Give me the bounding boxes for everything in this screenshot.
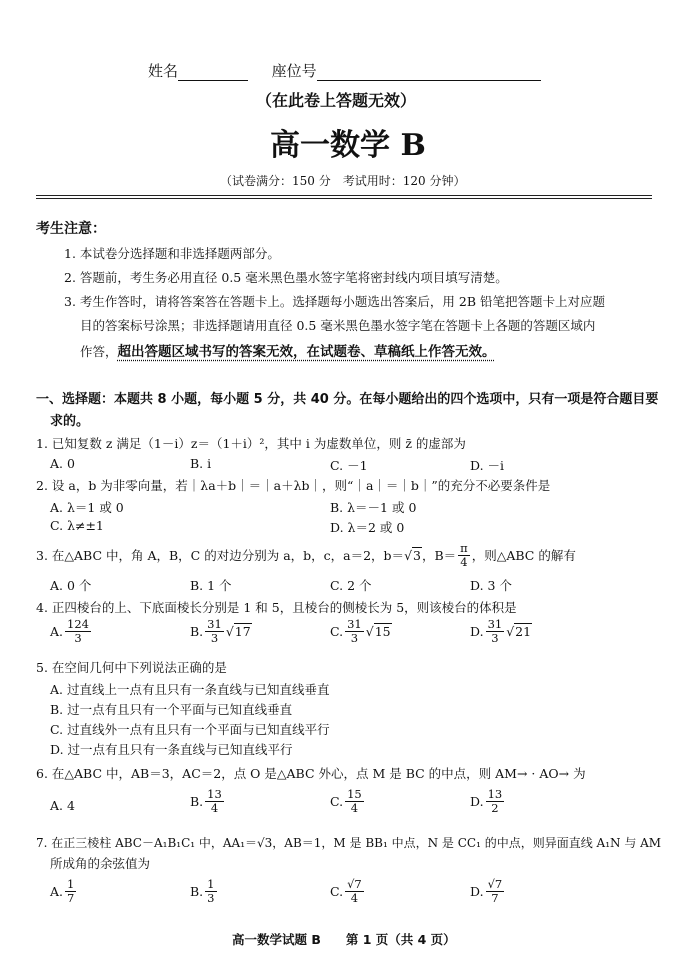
option-label: C.	[330, 624, 344, 639]
frac-den: 4	[210, 801, 219, 815]
q4-option-d[interactable]	[470, 618, 532, 645]
frac-num: 1	[67, 877, 75, 891]
option-label: B.	[190, 624, 204, 639]
q6-d-fraction	[486, 788, 505, 815]
frac-num: 15	[347, 787, 362, 801]
frac-num: 13	[487, 787, 503, 801]
q4-a-fraction	[65, 618, 91, 645]
option-label: D.	[470, 624, 484, 639]
frac-num: 1	[207, 877, 215, 891]
frac-den: 3	[207, 891, 215, 905]
name-label: 姓名	[148, 62, 179, 80]
q5-option-d[interactable]: D. 过一点有且只有一条直线与已知直线平行	[50, 742, 293, 757]
page-title: 高一数学 B	[270, 128, 426, 163]
frac-num: 31	[487, 617, 503, 631]
frac-den: 7	[67, 891, 75, 905]
q7-d-fraction	[486, 878, 505, 905]
q1-option-a[interactable]: A. 0	[50, 456, 75, 471]
frac-num: 31	[207, 617, 222, 631]
q2-option-a[interactable]: A. λ＝1 或 0	[50, 500, 124, 515]
q7-a-fraction	[65, 878, 76, 905]
frac-den: 3	[210, 631, 219, 645]
notice-item-3-line2: 目的答案标号涂黑；非选择题请用直径 0.5 毫米黑色墨水签字笔在答题卡上各题的答题区域内	[80, 318, 596, 333]
q3-option-b[interactable]: B. 1 个	[190, 578, 232, 593]
q1-stem: 1. 已知复数 z 满足（1－i）z＝（1＋i）²，其中 i 为虚数单位，则 z̄ 的虚部为	[36, 436, 466, 451]
q7-option-d[interactable]	[470, 878, 506, 905]
notice-item-2: 2. 答题前，考生务必用直径 0.5 毫米黑色墨水签字笔将密封线内项目填写清楚。	[64, 270, 508, 285]
option-label: A.	[50, 884, 64, 899]
q3-stem	[36, 540, 576, 570]
frac-num: 124	[67, 617, 89, 631]
option-label: A.	[50, 624, 64, 639]
q3-stem-part1: 3. 在△ABC 中，角 A，B，C 的对边分别为 a，b，c，a＝2，b＝	[36, 548, 405, 563]
q4-option-c[interactable]	[330, 618, 392, 645]
name-blank[interactable]	[178, 66, 248, 81]
q7-b-fraction	[205, 878, 216, 905]
frac-num: √7	[347, 877, 362, 891]
option-label: D.	[470, 884, 484, 899]
q6-option-d[interactable]	[470, 788, 506, 815]
q6-b-fraction	[205, 788, 224, 815]
notice-item-1: 1. 本试卷分选择题和非选择题两部分。	[64, 246, 280, 261]
notice-item-3-plain: 作答，	[80, 344, 118, 359]
option-label: B.	[190, 794, 204, 809]
q3-angle-fraction	[458, 542, 470, 569]
q7-stem-line2: 所成角的余弦值为	[50, 856, 151, 871]
notice-item-3-emphasis: 超出答题区域书写的答案无效，在试题卷、草稿纸上作答无效。	[117, 344, 496, 360]
frac-num: √7	[487, 877, 503, 891]
q1-option-d[interactable]: D. －i	[470, 458, 505, 473]
q7-stem-line1: 7. 在正三棱柱 ABC－A₁B₁C₁ 中，AA₁＝√3，AB＝1，M 是 BB₁ 中点，N 是 CC₁ 的中点，则异面直线 A₁N 与 AM	[36, 836, 662, 850]
q5-stem: 5. 在空间几何中下列说法正确的是	[36, 660, 227, 675]
option-label: D.	[470, 794, 484, 809]
q1-option-b[interactable]: B. i	[190, 456, 212, 471]
option-label: C.	[330, 794, 344, 809]
q3-option-c[interactable]: C. 2 个	[330, 578, 372, 593]
sqrt-symbol: √21	[506, 624, 532, 639]
q4-stem: 4. 正四棱台的上、下底面棱长分别是 1 和 5，且棱台的侧棱长为 5，则该棱台的体积是	[36, 600, 517, 615]
q3-frac-num: π	[460, 540, 468, 555]
frac-den: 3	[350, 631, 359, 645]
section1-heading-line1: 一、选择题：本题共 8 小题，每小题 5 分，共 40 分。在每小题给出的四个选项中，只有一项是符合题目要	[36, 392, 659, 407]
sqrt-symbol: √15	[365, 624, 391, 639]
q1-option-c[interactable]: C. －1	[330, 458, 368, 473]
radicand: 17	[234, 624, 251, 639]
q6-option-a[interactable]: A. 4	[50, 798, 75, 813]
seat-blank[interactable]	[317, 66, 541, 81]
section1-heading-line2: 求的。	[50, 414, 90, 429]
q6-option-b[interactable]	[190, 788, 226, 815]
frac-den: 4	[350, 801, 359, 815]
double-rule-bottom	[36, 198, 652, 199]
q2-stem: 2. 设 a，b 为非零向量，若｜λa＋b｜＝｜a＋λb｜，则“｜a｜＝｜b｜”的充分不必要条件是	[36, 478, 551, 493]
q3-option-a[interactable]: A. 0 个	[50, 578, 92, 593]
q7-c-fraction	[345, 878, 364, 905]
q6-c-fraction	[345, 788, 364, 815]
sqrt-symbol: √17	[225, 624, 251, 639]
q7-option-b[interactable]	[190, 878, 219, 905]
option-label: C.	[330, 884, 344, 899]
name-field-row	[148, 60, 541, 81]
sqrt-symbol: √3	[404, 547, 421, 563]
exam-subtitle: （试卷满分：150 分 考试用时：120 分钟）	[220, 174, 466, 188]
frac-den: 2	[491, 801, 499, 815]
q2-option-b[interactable]: B. λ＝－1 或 0	[330, 500, 417, 515]
radicand: 21	[515, 624, 532, 639]
notice-item-3-line3	[80, 340, 496, 360]
frac-den: 3	[491, 631, 499, 645]
radicand: 15	[374, 624, 391, 639]
q4-b-fraction	[205, 618, 224, 645]
frac-den: 4	[350, 891, 359, 905]
frac-num: 13	[207, 787, 222, 801]
q5-option-c[interactable]: C. 过直线外一点有且只有一个平面与已知直线平行	[50, 722, 330, 737]
q3-sqrt-value: 3	[413, 547, 421, 563]
notice-item-3-line1: 3. 考生作答时，请将答案答在答题卡上。选择题每小题选出答案后，用 2B 铅笔把答题卡上对应题	[64, 294, 605, 309]
q7-option-a[interactable]	[50, 878, 78, 905]
notice-heading: 考生注意：	[36, 221, 106, 237]
double-rule-top	[36, 195, 652, 196]
frac-num: 31	[347, 617, 362, 631]
q2-option-c[interactable]: C. λ≠±1	[50, 518, 104, 533]
q7-option-c[interactable]	[330, 878, 366, 905]
q5-option-a[interactable]: A. 过直线上一点有且只有一条直线与已知直线垂直	[50, 682, 330, 697]
frac-den: 7	[491, 891, 499, 905]
option-label: B.	[190, 884, 204, 899]
invalid-note: （在此卷上答题无效）	[256, 91, 417, 110]
page-footer: 高一数学试题 B 第 1 页（共 4 页）	[232, 932, 456, 947]
q3-stem-part3: ，则△ABC 的解有	[471, 548, 576, 563]
seat-label: 座位号	[271, 62, 317, 80]
q4-d-fraction	[486, 618, 505, 645]
q4-option-a[interactable]	[50, 618, 93, 645]
q5-option-b[interactable]: B. 过一点有且只有一个平面与已知直线垂直	[50, 702, 293, 717]
q3-stem-part2: ，B＝	[421, 548, 457, 563]
q2-option-d[interactable]: D. λ＝2 或 0	[330, 520, 405, 535]
q6-option-c[interactable]	[330, 788, 366, 815]
frac-den: 3	[74, 631, 82, 645]
q4-c-fraction	[345, 618, 364, 645]
q3-option-d[interactable]: D. 3 个	[470, 578, 512, 593]
q6-stem: 6. 在△ABC 中，AB＝3，AC＝2，点 O 是△ABC 外心，点 M 是 BC 的中点，则 AM→ · AO→ 为	[36, 766, 586, 781]
q3-frac-den: 4	[460, 554, 468, 569]
q4-option-b[interactable]	[190, 618, 252, 645]
